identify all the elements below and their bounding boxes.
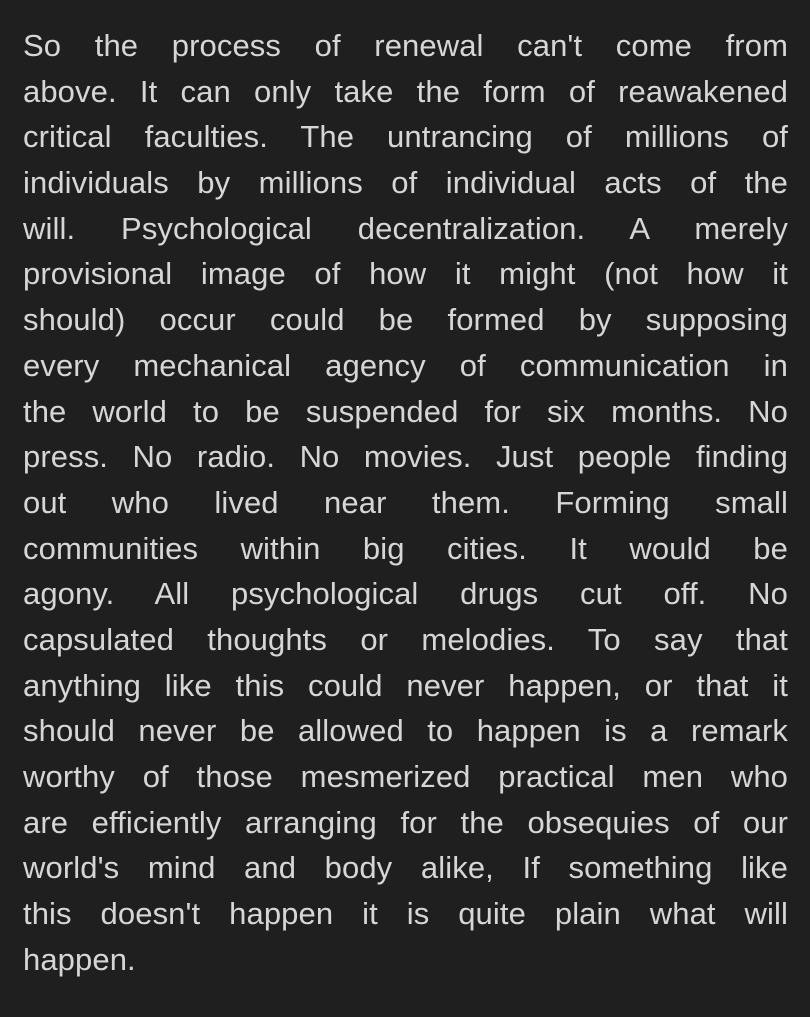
passage-line: should) occur could be formed by supposing (23, 302, 788, 338)
passage-line: should never be allowed to happen is a remark (23, 713, 788, 749)
passage-line: above. It can only take the form of reawakened (23, 73, 788, 109)
passage-text (23, 23, 788, 982)
passage-line: world's mind and body alike, If something like (23, 850, 788, 886)
passage-line: agony. All psychological drugs cut off. No (23, 576, 788, 612)
passage-line: will. Psychological decentralization. A merely (23, 210, 788, 246)
passage-line: out who lived near them. Forming small (23, 484, 788, 520)
passage-line: this doesn't happen it is quite plain what will (23, 896, 788, 932)
passage-line: anything like this could never happen, or that it (23, 667, 788, 703)
passage-line: worthy of those mesmerized practical men who (23, 759, 788, 794)
passage-line: every mechanical agency of communication in (23, 347, 788, 383)
passage-line: critical faculties. The untrancing of millions of (23, 119, 788, 155)
passage-line: capsulated thoughts or melodies. To say that (23, 621, 788, 657)
passage-line: press. No radio. No movies. Just people finding (23, 439, 788, 475)
passage-line: are efficiently arranging for the obsequies of our (23, 804, 788, 840)
passage-line: provisional image of how it might (not how it (23, 256, 788, 292)
passage-line: happen. (23, 941, 136, 977)
passage-line: individuals by millions of individual acts of the (23, 165, 788, 201)
passage-line: So the process of renewal can't come from (23, 28, 788, 63)
passage-line: communities within big cities. It would be (23, 530, 788, 566)
passage-line: the world to be suspended for six months. No (23, 393, 788, 429)
